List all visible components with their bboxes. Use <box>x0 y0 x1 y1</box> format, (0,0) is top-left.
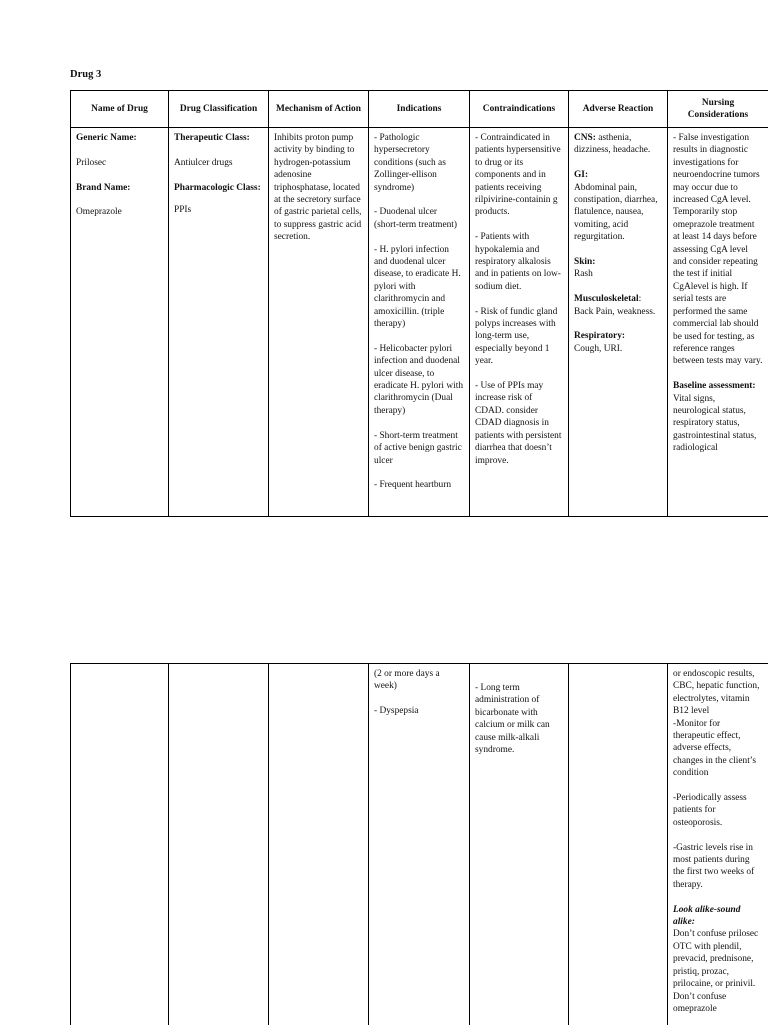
nursing-paragraph: or endoscopic results, CBC, hepatic function, electrolytes, vitamin B12 level <box>673 668 763 718</box>
adverse-label: Musculoskeletal <box>574 294 639 304</box>
therapeutic-class-label: Therapeutic Class: <box>174 132 263 144</box>
indication-item: - Helicobacter pylori infection and duodenal ulcer disease, to eradicate H. pylori with clarithromycin (Dual therapy) <box>374 343 464 417</box>
contraindication-item: - Use of PPIs may increase risk of CDAD. consider CDAD diagnosis in patients with persistent diarrhea that doesn’t improve. <box>475 380 563 467</box>
contraindication-item: - Risk of fundic gland polyps increases with long-term use, especially beyond 1 year. <box>475 306 563 368</box>
pharmacologic-class-value: PPIs <box>174 204 263 216</box>
header-nursing-considerations: Nursing Considerations <box>668 91 768 128</box>
table-row <box>71 664 768 1025</box>
header-mechanism-of-action: Mechanism of Action <box>269 91 369 128</box>
cell-indications-cont <box>369 664 470 1025</box>
indication-item: - Short-term treatment of active benign gastric ulcer <box>374 430 464 467</box>
cell-mechanism-of-action-cont <box>269 664 369 1025</box>
cell-contraindications <box>470 128 569 517</box>
indication-item: - Pathologic hypersecretory conditions (such as Zollinger-ellison syndrome) <box>374 132 464 194</box>
therapeutic-class-value: Antiulcer drugs <box>174 157 263 169</box>
contraindication-item: - Patients with hypokalemia and respiratory alkalosis and in patients on low-sodium diet. <box>475 231 563 293</box>
cell-adverse-reaction <box>569 128 668 517</box>
drug-title: Drug 3 <box>70 69 101 80</box>
generic-name-label: Generic Name: <box>76 132 163 144</box>
cell-indications <box>369 128 470 517</box>
adverse-respiratory <box>574 330 662 355</box>
table-row <box>71 128 768 517</box>
indication-item: - Frequent heartburn <box>374 479 464 491</box>
adverse-label: GI: <box>574 170 588 180</box>
cell-name-of-drug <box>71 128 169 517</box>
generic-name-value: Prilosec <box>76 157 163 169</box>
adverse-text: Cough, URI. <box>574 344 622 354</box>
nursing-paragraph: -Monitor for therapeutic effect, adverse effects, changes in the client’s condition <box>673 718 763 780</box>
adverse-label: Respiratory: <box>574 331 625 341</box>
cell-name-of-drug-cont <box>71 664 169 1025</box>
nursing-baseline <box>673 380 763 454</box>
header-row <box>71 91 768 128</box>
nursing-paragraph: -Periodically assess patients for osteoporosis. <box>673 792 763 829</box>
header-name-of-drug: Name of Drug <box>71 91 169 128</box>
indication-item: - Duodenal ulcer (short-term treatment) <box>374 206 464 231</box>
brand-name-value: Omeprazole <box>76 206 163 218</box>
adverse-label: Skin: <box>574 257 595 267</box>
baseline-label: Baseline assessment: <box>673 381 756 391</box>
adverse-text: Rash <box>574 269 593 279</box>
cell-mechanism-of-action <box>269 128 369 517</box>
cell-contraindications-cont <box>470 664 569 1025</box>
adverse-gi <box>574 169 662 243</box>
drug-table-page-1 <box>70 90 768 517</box>
adverse-text: : Back Pain, weakness. <box>574 294 655 316</box>
cell-nursing-considerations <box>668 128 768 517</box>
adverse-cns <box>574 132 662 157</box>
adverse-skin <box>574 256 662 281</box>
contraindication-item: - Long term administration of bicarbonate with calcium or milk can cause milk-alkali syndrome. <box>475 682 563 756</box>
cell-drug-classification-cont <box>169 664 269 1025</box>
nursing-lookalike <box>673 904 763 1016</box>
cell-drug-classification <box>169 128 269 517</box>
adverse-label: CNS: <box>574 133 596 143</box>
lookalike-label: Look alike-sound alike: <box>673 905 740 927</box>
nursing-paragraph: -Gastric levels rise in most patients during the first two weeks of therapy. <box>673 842 763 892</box>
cell-nursing-considerations-cont <box>668 664 768 1025</box>
header-contraindications: Contraindications <box>470 91 569 128</box>
baseline-text: Vital signs, neurological status, respiratory status, gastrointestinal status, radiological <box>673 394 756 454</box>
adverse-musculoskeletal <box>574 293 662 318</box>
cell-adverse-reaction-cont <box>569 664 668 1025</box>
header-indications: Indications <box>369 91 470 128</box>
indication-item: (2 or more days a week) <box>374 668 464 693</box>
adverse-text: Abdominal pain, constipation, diarrhea, flatulence, nausea, vomiting, acid regurgitation. <box>574 183 658 243</box>
indication-item: - H. pylori infection and duodenal ulcer disease, to eradicate H. pylori with clarithromycin and amoxicillin. (triple therapy) <box>374 244 464 331</box>
header-drug-classification: Drug Classification <box>169 91 269 128</box>
header-adverse-reaction: Adverse Reaction <box>569 91 668 128</box>
pharmacologic-class-label: Pharmacologic Class: <box>174 182 263 194</box>
drug-table-page-2 <box>70 663 768 1025</box>
contraindication-item: - Contraindicated in patients hypersensitive to drug or its components and in patients receiving rilpivirine-containin g products. <box>475 132 563 219</box>
indication-item: - Dyspepsia <box>374 705 464 717</box>
mechanism-text: Inhibits proton pump activity by binding to hydrogen-potassium adenosine triphosphatase, located at the secretory surface of gastric parietal cells, to suppress gastric acid secretion. <box>274 132 363 244</box>
nursing-paragraph: - False investigation results in diagnostic investigations for neuroendocrine tumors may occur due to increased CgA level. Temporarily stop omeprazole treatment at least 14 days before assessing CgA level and consider repeating the test if initial CgAlevel is high. If serial tests are performed the same commercial lab should be used for testing, as reference ranges between tests may vary. <box>673 132 763 368</box>
lookalike-text: Don’t confuse prilosec OTC with plendil, prevacid, prednisone, pristiq, prozac, prilocaine, or prinivil. Don’t confuse omeprazole <box>673 929 758 1013</box>
brand-name-label: Brand Name: <box>76 182 163 194</box>
adverse-text: asthenia, dizziness, headache. <box>574 133 650 155</box>
